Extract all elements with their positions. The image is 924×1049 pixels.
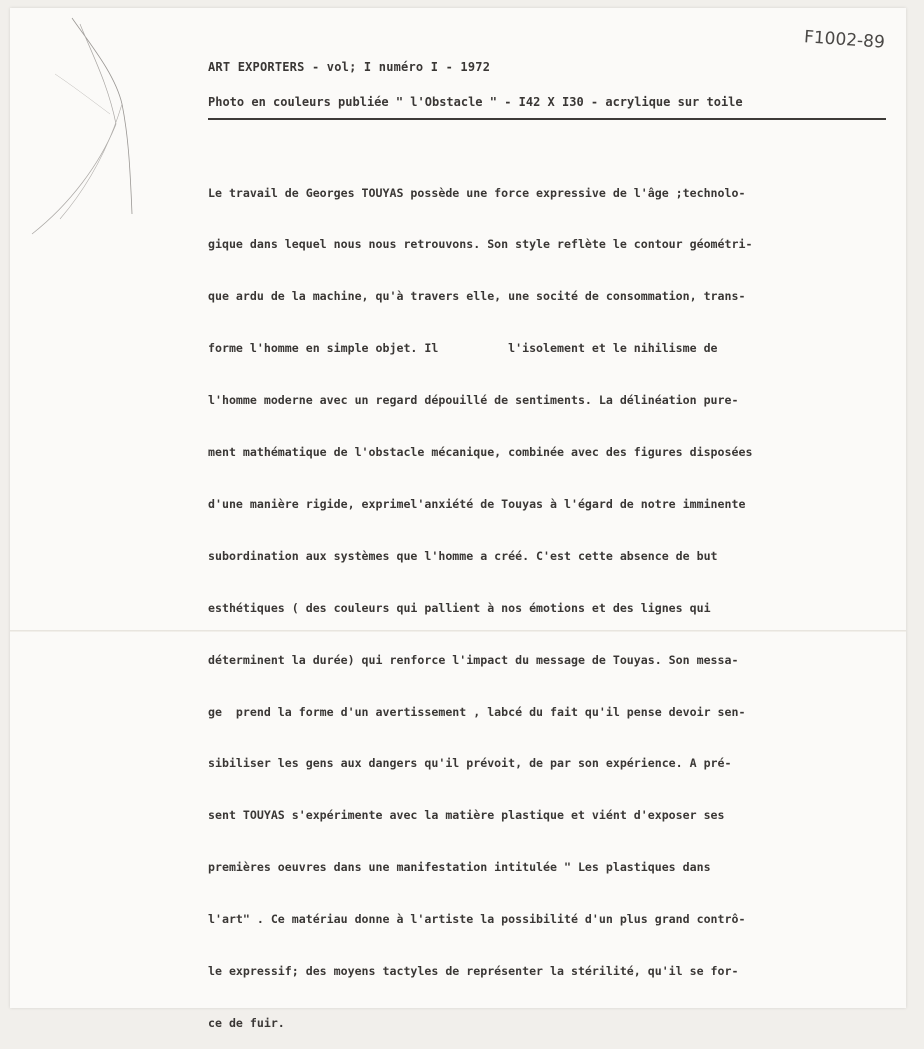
body-line: que ardu de la machine, qu'à travers elle, une socité de consommation, trans- [208,289,746,304]
document-subtitle: Photo en couleurs publiée " l'Obstacle " - I42 X I30 - acrylique sur toile [208,95,743,109]
body-line: Le travail de Georges TOUYAS possède une force expressive de l'âge ;technolo- [208,185,746,200]
body-line: le expressif; des moyens tactyles de représenter la stérilité, qu'il se for- [208,963,739,978]
body-line: subordination aux systèmes que l'homme a créé. C'est cette absence de but [208,548,718,563]
body-line: esthétiques ( des couleurs qui pallient à nos émotions et des lignes qui [208,600,711,615]
body-line: sibiliser les gens aux dangers qu'il prévoit, de par son expérience. A pré- [208,756,732,771]
body-line: forme l'homme en simple objet. Il l'isolement et le nihilisme de [208,341,718,356]
body-line: premières oeuvres dans une manifestation intitulée " Les plastiques dans [208,860,711,875]
pencil-sketch-mark [20,14,160,254]
body-line: d'une manière rigide, exprimel'anxiété de Touyas à l'égard de notre imminente [208,496,746,511]
body-line: gique dans lequel nous nous retrouvons. Son style reflète le contour géométri- [208,237,753,252]
handwritten-catalog-id: F1002-89 [803,27,886,53]
body-line: déterminent la durée) qui renforce l'impact du message de Touyas. Son messa- [208,652,739,667]
body-line: ge prend la forme d'un avertissement , labcé du fait qu'il pense devoir sen- [208,704,746,719]
body-line: l'homme moderne avec un regard dépouillé de sentiments. La délinéation pure- [208,393,739,408]
body-line: ment mathématique de l'obstacle mécanique, combinée avec des figures disposées [208,445,753,460]
body-line: l'art" . Ce matériau donne à l'artiste la possibilité d'un plus grand contrô- [208,912,746,927]
document-title: ART EXPORTERS - vol; I numéro I - 1972 [208,60,491,74]
body-paragraph [208,150,908,1049]
body-line: sent TOUYAS s'expérimente avec la matière plastique et viént d'exposer ses [208,808,725,823]
body-line: ce de fuir. [208,1015,285,1030]
title-underline [208,118,886,120]
